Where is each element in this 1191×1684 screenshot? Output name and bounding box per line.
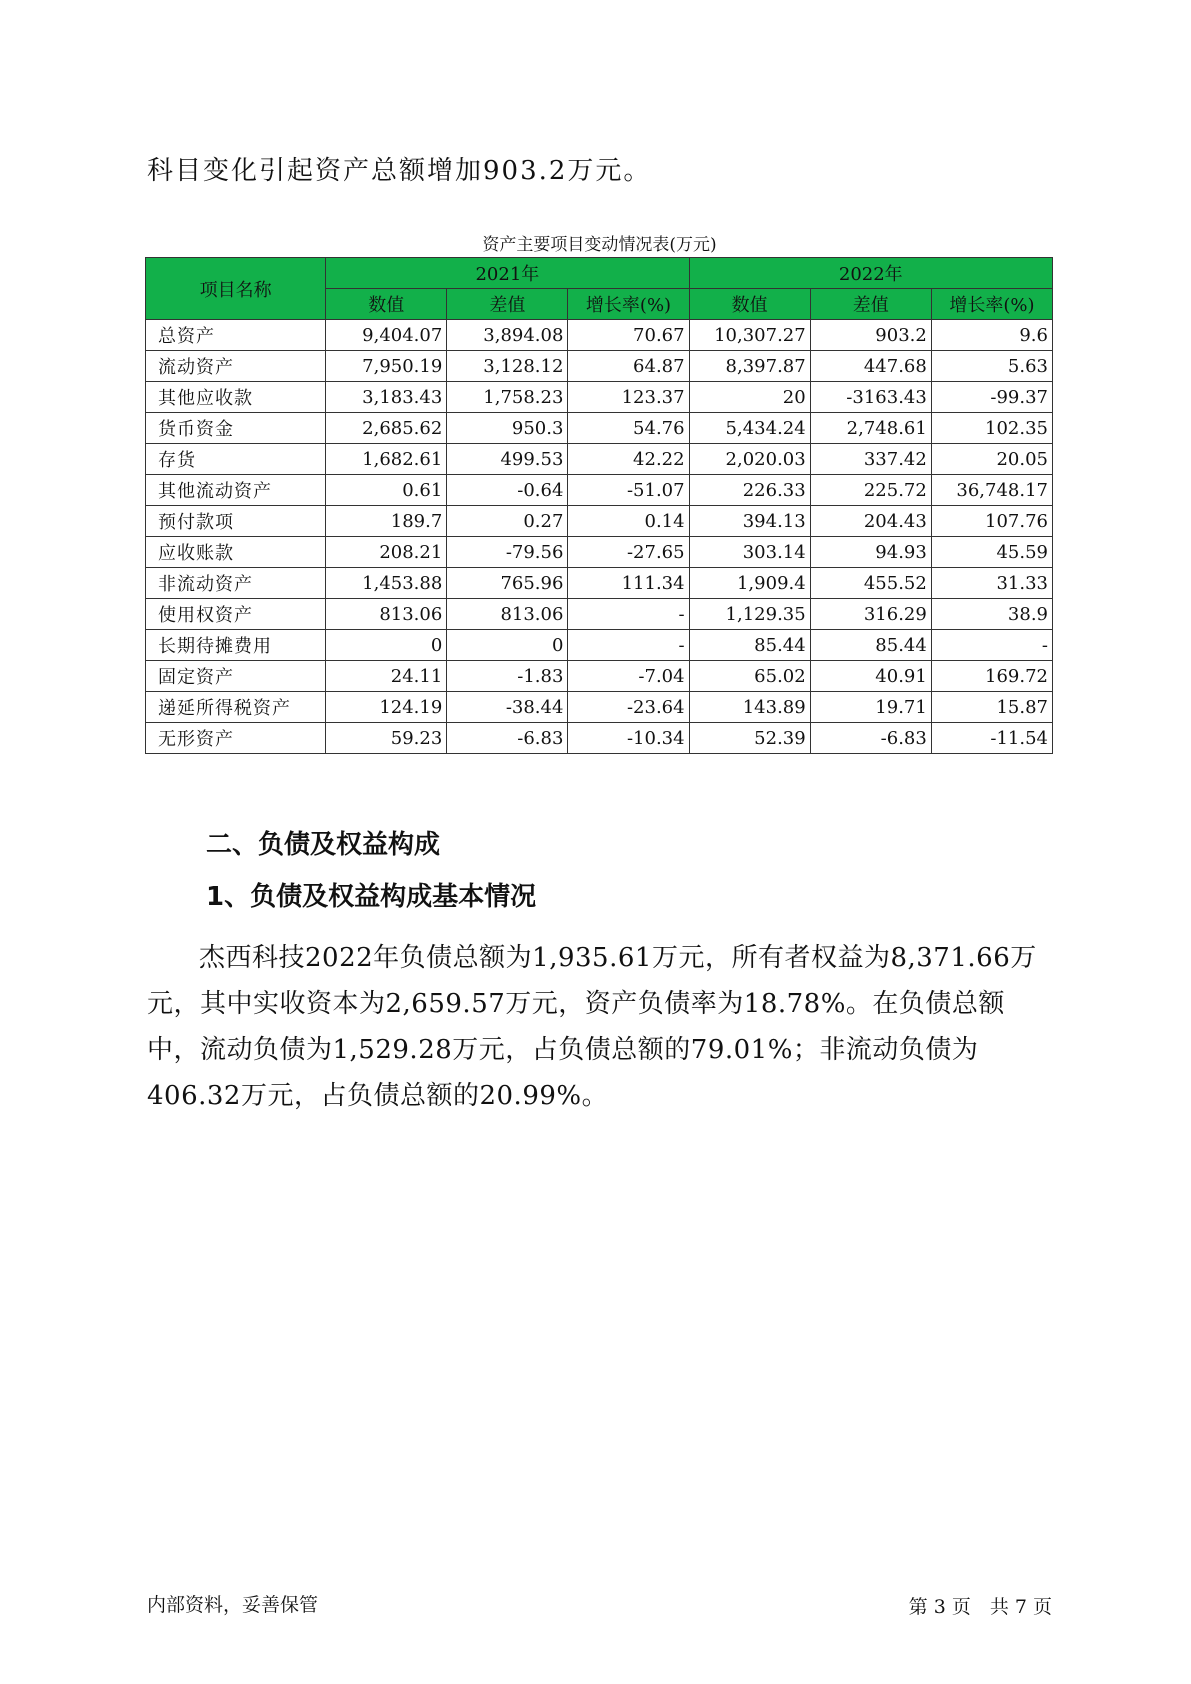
table-cell: 2,685.62 [326, 413, 447, 444]
table-cell: 189.7 [326, 506, 447, 537]
table-cell: - [568, 599, 689, 630]
table-cell: 9,404.07 [326, 320, 447, 351]
table-cell: 950.3 [447, 413, 568, 444]
table-cell: 52.39 [689, 723, 810, 754]
row-item-name: 使用权资产 [146, 599, 326, 630]
intro-text: 科目变化引起资产总额增加903.2万元。 [147, 156, 652, 186]
table-cell: 813.06 [326, 599, 447, 630]
table-cell: 70.67 [568, 320, 689, 351]
header-value: 数值 [689, 289, 810, 320]
table-cell: 0.14 [568, 506, 689, 537]
row-item-name: 其他应收款 [146, 382, 326, 413]
table-cell: 225.72 [810, 475, 931, 506]
table-row [146, 444, 1053, 475]
table-cell: 1,453.88 [326, 568, 447, 599]
table-cell: 0.27 [447, 506, 568, 537]
row-item-name: 预付款项 [146, 506, 326, 537]
table-row [146, 382, 1053, 413]
table-cell: 7,950.19 [326, 351, 447, 382]
table-cell: 0 [326, 630, 447, 661]
table-cell: 20.05 [931, 444, 1052, 475]
row-item-name: 无形资产 [146, 723, 326, 754]
table-cell: 40.91 [810, 661, 931, 692]
table-cell: 20 [689, 382, 810, 413]
table-cell: 394.13 [689, 506, 810, 537]
table-cell: 765.96 [447, 568, 568, 599]
table-cell: -79.56 [447, 537, 568, 568]
table-body [146, 320, 1053, 754]
table-cell: 38.9 [931, 599, 1052, 630]
table-row [146, 413, 1053, 444]
row-item-name: 其他流动资产 [146, 475, 326, 506]
table-cell: 85.44 [810, 630, 931, 661]
table-cell: -7.04 [568, 661, 689, 692]
table-cell: 31.33 [931, 568, 1052, 599]
table-cell: 15.87 [931, 692, 1052, 723]
table-cell: 94.93 [810, 537, 931, 568]
table-cell: -51.07 [568, 475, 689, 506]
table-cell: 107.76 [931, 506, 1052, 537]
row-item-name: 货币资金 [146, 413, 326, 444]
header-year-2021: 2021年 [326, 258, 689, 289]
header-growth-rate: 增长率(%) [568, 289, 689, 320]
header-difference: 差值 [447, 289, 568, 320]
row-item-name: 非流动资产 [146, 568, 326, 599]
row-item-name: 总资产 [146, 320, 326, 351]
table-cell: -99.37 [931, 382, 1052, 413]
table-row [146, 506, 1053, 537]
table-cell: 204.43 [810, 506, 931, 537]
table-cell: - [931, 630, 1052, 661]
subsection-heading: 1、负债及权益构成基本情况 [206, 882, 537, 912]
table-row [146, 320, 1053, 351]
table-cell: 123.37 [568, 382, 689, 413]
header-value: 数值 [326, 289, 447, 320]
table-cell: 2,748.61 [810, 413, 931, 444]
asset-change-table [145, 257, 1053, 754]
table-row [146, 537, 1053, 568]
table-cell: 9.6 [931, 320, 1052, 351]
row-item-name: 应收账款 [146, 537, 326, 568]
table-cell: 337.42 [810, 444, 931, 475]
table-cell: -10.34 [568, 723, 689, 754]
table-cell: 447.68 [810, 351, 931, 382]
table-cell: 10,307.27 [689, 320, 810, 351]
table-row [146, 351, 1053, 382]
table-cell: - [568, 630, 689, 661]
table-row [146, 568, 1053, 599]
table-cell: 64.87 [568, 351, 689, 382]
table-cell: -23.64 [568, 692, 689, 723]
table-row [146, 723, 1053, 754]
header-year-2022: 2022年 [689, 258, 1052, 289]
table-cell: 316.29 [810, 599, 931, 630]
table-cell: 5,434.24 [689, 413, 810, 444]
table-cell: -27.65 [568, 537, 689, 568]
table-cell: -6.83 [447, 723, 568, 754]
table-cell: -6.83 [810, 723, 931, 754]
header-growth-rate: 增长率(%) [931, 289, 1052, 320]
table-cell: 3,128.12 [447, 351, 568, 382]
table-row [146, 599, 1053, 630]
table-cell: 19.71 [810, 692, 931, 723]
table-cell: 5.63 [931, 351, 1052, 382]
header-item-name: 项目名称 [146, 258, 326, 320]
table-cell: 45.59 [931, 537, 1052, 568]
table-cell: 42.22 [568, 444, 689, 475]
table-cell: 1,758.23 [447, 382, 568, 413]
table-row [146, 475, 1053, 506]
table-cell: 111.34 [568, 568, 689, 599]
table-cell: 2,020.03 [689, 444, 810, 475]
table-cell: 36,748.17 [931, 475, 1052, 506]
body-paragraph: 杰西科技2022年负债总额为1,935.61万元，所有者权益为8,371.66万元，其中实收资本为2,659.57万元，资产负债率为18.78%。在负债总额中，流动负债为1,529.28万元，占负债总额的79.01%；非流动负债为406.32万元，占负债总额的20.99%。 [147, 943, 1037, 1111]
table-cell: 85.44 [689, 630, 810, 661]
table-cell: 3,183.43 [326, 382, 447, 413]
table-cell: 3,894.08 [447, 320, 568, 351]
table-row [146, 630, 1053, 661]
row-item-name: 流动资产 [146, 351, 326, 382]
table-cell: 59.23 [326, 723, 447, 754]
table-cell: 1,129.35 [689, 599, 810, 630]
table-cell: 226.33 [689, 475, 810, 506]
table-cell: -0.64 [447, 475, 568, 506]
table-cell: 1,909.4 [689, 568, 810, 599]
table-cell: 124.19 [326, 692, 447, 723]
table-cell: 1,682.61 [326, 444, 447, 475]
row-item-name: 长期待摊费用 [146, 630, 326, 661]
table-cell: 499.53 [447, 444, 568, 475]
header-difference: 差值 [810, 289, 931, 320]
table-cell: -38.44 [447, 692, 568, 723]
row-item-name: 存货 [146, 444, 326, 475]
table-cell: 143.89 [689, 692, 810, 723]
table-cell: 24.11 [326, 661, 447, 692]
table-cell: 903.2 [810, 320, 931, 351]
footer-page-number: 第 3 页 共 7 页 [908, 1596, 1052, 1618]
table-cell: 102.35 [931, 413, 1052, 444]
table-row [146, 661, 1053, 692]
table-cell: 54.76 [568, 413, 689, 444]
row-item-name: 递延所得税资产 [146, 692, 326, 723]
section-heading: 二、负债及权益构成 [206, 830, 441, 860]
table-cell: -1.83 [447, 661, 568, 692]
table-cell: 0 [447, 630, 568, 661]
table-cell: 813.06 [447, 599, 568, 630]
table-cell: 208.21 [326, 537, 447, 568]
table-cell: 65.02 [689, 661, 810, 692]
table-cell: 455.52 [810, 568, 931, 599]
table-row [146, 692, 1053, 723]
table-cell: 303.14 [689, 537, 810, 568]
table-cell: 0.61 [326, 475, 447, 506]
table-cell: 8,397.87 [689, 351, 810, 382]
table-caption: 资产主要项目变动情况表(万元) [482, 235, 717, 255]
table-cell: 169.72 [931, 661, 1052, 692]
table-cell: -11.54 [931, 723, 1052, 754]
table-cell: -3163.43 [810, 382, 931, 413]
row-item-name: 固定资产 [146, 661, 326, 692]
footer-confidential-note: 内部资料，妥善保管 [147, 1594, 319, 1616]
